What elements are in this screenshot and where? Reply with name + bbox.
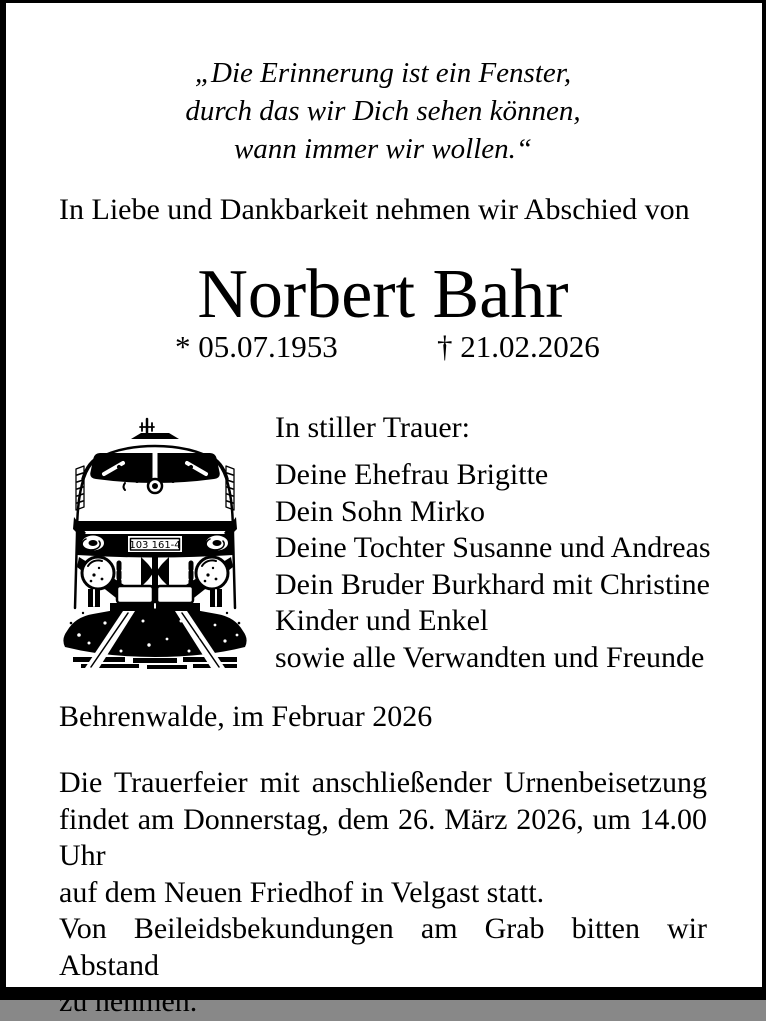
mourners-list: [275, 457, 711, 676]
mourner-line: Deine Ehefrau Brigitte: [275, 458, 549, 491]
closing-line: Die Trauerfeier mit anschließender Urnenbeisetzung: [59, 766, 707, 799]
closing-line: findet am Donnerstag, dem 26. März 2026, um 14.00 Uhr: [59, 802, 707, 872]
mourner-line: Deine Tochter Susanne und Andreas: [275, 531, 711, 564]
quote-line: „Die Erinnerung ist ein Fenster,: [194, 57, 572, 89]
locomotive-illustration: [55, 417, 255, 669]
track-ballast: [63, 609, 246, 658]
place-dateline: Behrenwalde, im Februar 2026: [59, 700, 433, 733]
death-date: † 21.02.2026: [437, 329, 600, 364]
closing-line: Von Beileidsbekundungen am Grab bitten wir Abstand: [59, 912, 707, 982]
mourner-line: Dein Bruder Burkhard mit Christine: [275, 567, 710, 601]
deceased-name: Norbert Bahr: [197, 256, 569, 333]
mourner-line: Kinder und Enkel: [275, 604, 489, 637]
quote-line: durch das wir Dich sehen können,: [185, 95, 581, 127]
birth-date: * 05.07.1953: [175, 329, 338, 364]
mourner-line: sowie alle Verwandten und Freunde: [275, 640, 705, 674]
closing-line: zu nehmen.: [59, 985, 198, 1018]
closing-paragraph: [59, 765, 707, 1021]
memorial-quote: [0, 54, 766, 168]
mourner-line: Dein Sohn Mirko: [275, 494, 485, 528]
farewell-line: In Liebe und Dankbarkeit nehmen wir Abschied von: [59, 193, 690, 226]
quote-line: wann immer wir wollen.“: [233, 133, 533, 165]
closing-line: auf dem Neuen Friedhof in Velgast statt.: [59, 875, 545, 909]
mourning-header: In stiller Trauer:: [275, 411, 470, 444]
locomotive-number-plate: 103 161-4: [129, 540, 181, 551]
